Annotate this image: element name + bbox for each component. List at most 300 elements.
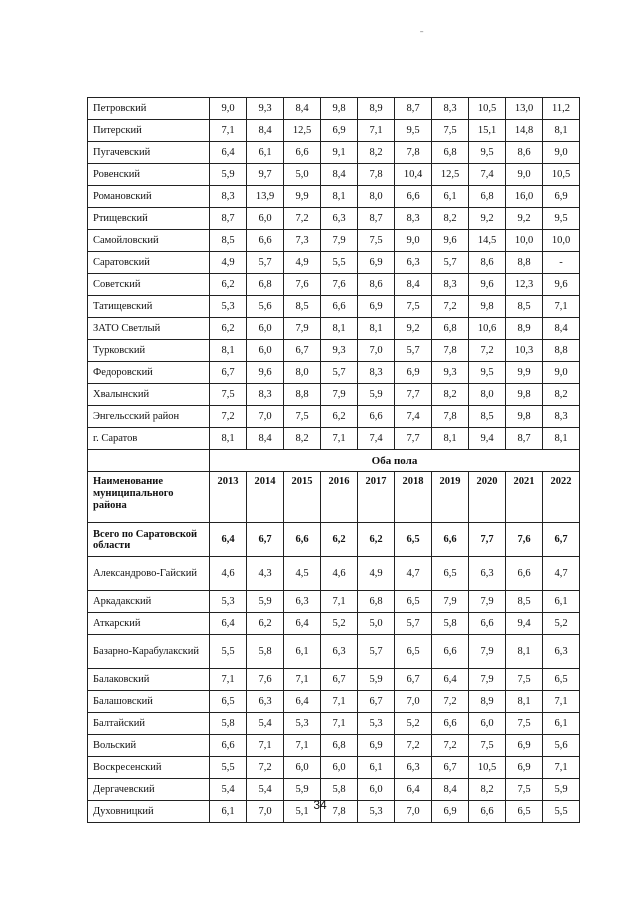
table-row [88, 406, 580, 428]
district-name: Вольский [88, 735, 210, 757]
value-cell: 12,5 [432, 164, 469, 186]
value-cell: 6,3 [284, 591, 321, 613]
value-cell: 8,7 [395, 98, 432, 120]
table-row [88, 120, 580, 142]
section-empty-cell [88, 450, 210, 472]
value-cell: 8,9 [358, 98, 395, 120]
value-cell: 9,8 [506, 406, 543, 428]
value-cell: 5,7 [432, 252, 469, 274]
table-row [88, 142, 580, 164]
value-cell: 5,8 [247, 635, 284, 669]
value-cell: 8,2 [469, 779, 506, 801]
value-cell: 6,3 [469, 557, 506, 591]
year-header: 2021 [506, 472, 543, 523]
value-cell: 12,3 [506, 274, 543, 296]
value-cell: 9,0 [543, 142, 580, 164]
table-row [88, 274, 580, 296]
value-cell: 6,6 [469, 801, 506, 823]
value-cell: 5,7 [395, 613, 432, 635]
value-cell: 7,9 [469, 669, 506, 691]
value-cell: 7,1 [321, 591, 358, 613]
value-cell: 7,0 [395, 691, 432, 713]
value-cell: 5,2 [321, 613, 358, 635]
value-cell: 4,9 [284, 252, 321, 274]
value-cell: 7,9 [469, 591, 506, 613]
value-cell: 6,2 [210, 318, 247, 340]
value-cell: 7,9 [284, 318, 321, 340]
value-cell: 6,2 [247, 613, 284, 635]
total-value-cell: 6,5 [395, 523, 432, 557]
table-row [88, 230, 580, 252]
value-cell: 7,6 [321, 274, 358, 296]
value-cell: 9,0 [506, 164, 543, 186]
value-cell: 5,8 [432, 613, 469, 635]
year-header: 2020 [469, 472, 506, 523]
value-cell: 6,1 [247, 142, 284, 164]
value-cell: 6,0 [469, 713, 506, 735]
value-cell: 5,5 [210, 757, 247, 779]
value-cell: 7,9 [469, 635, 506, 669]
value-cell: 9,3 [321, 340, 358, 362]
district-name: Энгельсский район [88, 406, 210, 428]
value-cell: 6,1 [358, 757, 395, 779]
value-cell: 6,1 [284, 635, 321, 669]
value-cell: 5,4 [247, 779, 284, 801]
total-value-cell: 6,7 [543, 523, 580, 557]
table-row [88, 757, 580, 779]
value-cell: 9,6 [469, 274, 506, 296]
total-label: Всего по Саратовской области [88, 523, 210, 557]
value-cell: 7,5 [210, 384, 247, 406]
value-cell: 8,1 [210, 340, 247, 362]
district-name: Балтайский [88, 713, 210, 735]
value-cell: 8,0 [284, 362, 321, 384]
value-cell: 6,5 [506, 801, 543, 823]
value-cell: 13,9 [247, 186, 284, 208]
value-cell: 5,3 [284, 713, 321, 735]
value-cell: 9,6 [543, 274, 580, 296]
district-name: Пугачевский [88, 142, 210, 164]
table-row [88, 252, 580, 274]
value-cell: 6,4 [284, 691, 321, 713]
value-cell: 5,3 [210, 591, 247, 613]
value-cell: 14,5 [469, 230, 506, 252]
value-cell: 7,5 [506, 669, 543, 691]
value-cell: 9,8 [506, 384, 543, 406]
value-cell: 9,5 [395, 120, 432, 142]
value-cell: 6,3 [395, 252, 432, 274]
value-cell: 7,9 [432, 591, 469, 613]
value-cell: 7,1 [210, 120, 247, 142]
value-cell: 4,7 [395, 557, 432, 591]
value-cell: 8,6 [506, 142, 543, 164]
year-header: 2019 [432, 472, 469, 523]
district-name: Хвалынский [88, 384, 210, 406]
value-cell: 6,9 [506, 735, 543, 757]
value-cell: 7,1 [543, 691, 580, 713]
value-cell: 6,5 [395, 591, 432, 613]
value-cell: 5,9 [543, 779, 580, 801]
value-cell: 7,8 [358, 164, 395, 186]
value-cell: 6,0 [247, 208, 284, 230]
section-header-row [88, 450, 580, 472]
table-row [88, 340, 580, 362]
value-cell: 12,5 [284, 120, 321, 142]
total-row [88, 523, 580, 557]
value-cell: 8,1 [543, 428, 580, 450]
value-cell: 8,5 [284, 296, 321, 318]
value-cell: 8,4 [432, 779, 469, 801]
value-cell: 7,2 [210, 406, 247, 428]
value-cell: 6,9 [543, 186, 580, 208]
value-cell: 5,1 [284, 801, 321, 823]
value-cell: 5,0 [284, 164, 321, 186]
value-cell: 5,7 [247, 252, 284, 274]
value-cell: 7,2 [432, 296, 469, 318]
value-cell: 5,9 [247, 591, 284, 613]
value-cell: 6,3 [321, 208, 358, 230]
value-cell: 7,8 [432, 406, 469, 428]
value-cell: 6,9 [506, 757, 543, 779]
value-cell: 7,6 [284, 274, 321, 296]
table-row [88, 613, 580, 635]
value-cell: 7,2 [432, 735, 469, 757]
value-cell: 5,4 [210, 779, 247, 801]
value-cell: 8,1 [543, 120, 580, 142]
district-name: Самойловский [88, 230, 210, 252]
value-cell: 7,4 [358, 428, 395, 450]
value-cell: 6,8 [469, 186, 506, 208]
value-cell: 8,7 [210, 208, 247, 230]
value-cell: 9,5 [469, 362, 506, 384]
value-cell: 8,1 [506, 691, 543, 713]
value-cell: 8,9 [469, 691, 506, 713]
value-cell: 8,3 [210, 186, 247, 208]
value-cell: 5,3 [358, 801, 395, 823]
value-cell: 5,0 [358, 613, 395, 635]
value-cell: 9,8 [469, 296, 506, 318]
value-cell: 6,0 [358, 779, 395, 801]
header-name-label: Наименование муниципального района [88, 472, 210, 523]
total-value-cell: 6,6 [432, 523, 469, 557]
value-cell: 7,1 [321, 691, 358, 713]
value-cell: 7,5 [358, 230, 395, 252]
value-cell: 6,7 [395, 669, 432, 691]
value-cell: 6,1 [432, 186, 469, 208]
value-cell: 6,5 [210, 691, 247, 713]
value-cell: 8,3 [543, 406, 580, 428]
value-cell: 6,0 [247, 340, 284, 362]
value-cell: 7,9 [321, 230, 358, 252]
value-cell: 9,4 [469, 428, 506, 450]
value-cell: 7,2 [469, 340, 506, 362]
value-cell: 7,8 [432, 340, 469, 362]
value-cell: 8,8 [284, 384, 321, 406]
table-row [88, 713, 580, 735]
district-name: Аткарский [88, 613, 210, 635]
district-name: Ртищевский [88, 208, 210, 230]
value-cell: 7,5 [469, 735, 506, 757]
value-cell: 10,3 [506, 340, 543, 362]
value-cell: 6,0 [247, 318, 284, 340]
value-cell: 5,8 [321, 779, 358, 801]
value-cell: 5,7 [321, 362, 358, 384]
value-cell: 14,8 [506, 120, 543, 142]
value-cell: 5,9 [358, 384, 395, 406]
value-cell: 10,0 [506, 230, 543, 252]
value-cell: 6,0 [321, 757, 358, 779]
value-cell: 9,6 [432, 230, 469, 252]
value-cell: - [543, 252, 580, 274]
value-cell: 5,9 [358, 669, 395, 691]
total-value-cell: 6,4 [210, 523, 247, 557]
value-cell: 8,2 [284, 428, 321, 450]
value-cell: 6,9 [321, 120, 358, 142]
value-cell: 7,3 [284, 230, 321, 252]
table-row [88, 98, 580, 120]
value-cell: 6,1 [210, 801, 247, 823]
district-name: Турковский [88, 340, 210, 362]
value-cell: 7,4 [469, 164, 506, 186]
district-name: Федоровский [88, 362, 210, 384]
value-cell: 8,4 [247, 120, 284, 142]
value-cell: 6,8 [247, 274, 284, 296]
value-cell: 9,2 [395, 318, 432, 340]
value-cell: 8,0 [358, 186, 395, 208]
value-cell: 6,3 [395, 757, 432, 779]
table-top-section [88, 98, 580, 450]
value-cell: 7,0 [395, 801, 432, 823]
value-cell: 9,0 [543, 362, 580, 384]
value-cell: 8,4 [247, 428, 284, 450]
value-cell: 6,5 [543, 669, 580, 691]
value-cell: 7,5 [506, 713, 543, 735]
value-cell: 8,0 [469, 384, 506, 406]
year-header: 2015 [284, 472, 321, 523]
value-cell: 5,2 [395, 713, 432, 735]
value-cell: 9,0 [210, 98, 247, 120]
table-row [88, 691, 580, 713]
table-row [88, 296, 580, 318]
value-cell: 7,5 [284, 406, 321, 428]
table-row [88, 591, 580, 613]
value-cell: 8,2 [432, 384, 469, 406]
value-cell: 10,6 [469, 318, 506, 340]
value-cell: 9,5 [469, 142, 506, 164]
district-name: Татищевский [88, 296, 210, 318]
district-name: Балашовский [88, 691, 210, 713]
value-cell: 7,5 [432, 120, 469, 142]
value-cell: 6,0 [284, 757, 321, 779]
value-cell: 6,6 [432, 635, 469, 669]
value-cell: 10,5 [469, 98, 506, 120]
value-cell: 6,9 [358, 252, 395, 274]
table-row [88, 186, 580, 208]
value-cell: 7,2 [432, 691, 469, 713]
value-cell: 4,9 [358, 557, 395, 591]
district-name: Ровенский [88, 164, 210, 186]
value-cell: 6,6 [247, 230, 284, 252]
value-cell: 7,4 [395, 406, 432, 428]
value-cell: 6,6 [395, 186, 432, 208]
value-cell: 5,9 [210, 164, 247, 186]
district-name: Питерский [88, 120, 210, 142]
value-cell: 4,5 [284, 557, 321, 591]
value-cell: 8,4 [284, 98, 321, 120]
value-cell: 9,3 [247, 98, 284, 120]
value-cell: 6,6 [469, 613, 506, 635]
table-row [88, 318, 580, 340]
table-row [88, 384, 580, 406]
value-cell: 8,8 [506, 252, 543, 274]
value-cell: 6,3 [321, 635, 358, 669]
value-cell: 9,9 [506, 362, 543, 384]
value-cell: 7,5 [506, 779, 543, 801]
value-cell: 6,7 [284, 340, 321, 362]
value-cell: 6,8 [358, 591, 395, 613]
value-cell: 6,8 [432, 142, 469, 164]
value-cell: 6,1 [543, 591, 580, 613]
district-name: Духовницкий [88, 801, 210, 823]
value-cell: 9,6 [247, 362, 284, 384]
value-cell: 8,3 [247, 384, 284, 406]
value-cell: 8,2 [543, 384, 580, 406]
value-cell: 8,5 [469, 406, 506, 428]
value-cell: 8,1 [432, 428, 469, 450]
section-title: Оба пола [210, 450, 580, 472]
year-header: 2013 [210, 472, 247, 523]
table-bottom-section [88, 557, 580, 823]
value-cell: 7,7 [395, 384, 432, 406]
value-cell: 6,7 [321, 669, 358, 691]
column-header-row [88, 472, 580, 523]
value-cell: 8,2 [358, 142, 395, 164]
statistics-table [87, 97, 580, 823]
value-cell: 5,6 [543, 735, 580, 757]
year-header: 2017 [358, 472, 395, 523]
value-cell: 7,0 [247, 801, 284, 823]
value-cell: 7,7 [395, 428, 432, 450]
value-cell: 5,3 [210, 296, 247, 318]
value-cell: 13,0 [506, 98, 543, 120]
district-name: г. Саратов [88, 428, 210, 450]
value-cell: 8,3 [432, 98, 469, 120]
value-cell: 4,6 [321, 557, 358, 591]
district-name: Базарно-Карабулакский [88, 635, 210, 669]
value-cell: 5,2 [543, 613, 580, 635]
value-cell: 6,3 [543, 635, 580, 669]
value-cell: 9,8 [321, 98, 358, 120]
district-name: Романовский [88, 186, 210, 208]
value-cell: 9,0 [395, 230, 432, 252]
value-cell: 8,3 [395, 208, 432, 230]
table-row [88, 635, 580, 669]
district-name: Советский [88, 274, 210, 296]
value-cell: 6,1 [543, 713, 580, 735]
value-cell: 6,7 [432, 757, 469, 779]
value-cell: 15,1 [469, 120, 506, 142]
value-cell: 5,6 [247, 296, 284, 318]
value-cell: 7,8 [321, 801, 358, 823]
value-cell: 6,6 [506, 557, 543, 591]
value-cell: 7,1 [284, 735, 321, 757]
district-name: Воскресенский [88, 757, 210, 779]
value-cell: 8,4 [321, 164, 358, 186]
total-value-cell: 7,6 [506, 523, 543, 557]
district-name: Петровский [88, 98, 210, 120]
value-cell: 10,0 [543, 230, 580, 252]
value-cell: 6,4 [210, 142, 247, 164]
value-cell: 6,6 [210, 735, 247, 757]
total-value-cell: 6,7 [247, 523, 284, 557]
value-cell: 9,4 [506, 613, 543, 635]
value-cell: 6,6 [284, 142, 321, 164]
value-cell: 7,5 [395, 296, 432, 318]
value-cell: 6,7 [210, 362, 247, 384]
value-cell: 6,9 [395, 362, 432, 384]
value-cell: 8,1 [210, 428, 247, 450]
value-cell: 7,1 [247, 735, 284, 757]
value-cell: 7,6 [247, 669, 284, 691]
value-cell: 5,7 [358, 635, 395, 669]
table-row [88, 208, 580, 230]
value-cell: 6,6 [432, 713, 469, 735]
district-name: Саратовский [88, 252, 210, 274]
value-cell: 7,1 [358, 120, 395, 142]
value-cell: 6,4 [284, 613, 321, 635]
value-cell: 4,3 [247, 557, 284, 591]
value-cell: 7,1 [284, 669, 321, 691]
value-cell: 5,4 [247, 713, 284, 735]
value-cell: 6,2 [321, 406, 358, 428]
value-cell: 7,2 [395, 735, 432, 757]
value-cell: 7,1 [321, 713, 358, 735]
value-cell: 6,4 [432, 669, 469, 691]
value-cell: 8,4 [543, 318, 580, 340]
value-cell: 8,7 [506, 428, 543, 450]
value-cell: 10,5 [469, 757, 506, 779]
value-cell: 16,0 [506, 186, 543, 208]
value-cell: 10,5 [543, 164, 580, 186]
value-cell: 9,9 [284, 186, 321, 208]
district-name: ЗАТО Светлый [88, 318, 210, 340]
total-value-cell: 7,7 [469, 523, 506, 557]
value-cell: 6,9 [358, 735, 395, 757]
table-row [88, 428, 580, 450]
value-cell: 8,3 [432, 274, 469, 296]
value-cell: 7,1 [543, 757, 580, 779]
value-cell: 8,1 [321, 186, 358, 208]
table-row [88, 735, 580, 757]
value-cell: 8,9 [506, 318, 543, 340]
value-cell: 6,5 [395, 635, 432, 669]
year-header: 2018 [395, 472, 432, 523]
value-cell: 8,1 [358, 318, 395, 340]
table-row [88, 362, 580, 384]
table-row [88, 164, 580, 186]
value-cell: 9,7 [247, 164, 284, 186]
value-cell: 7,0 [358, 340, 395, 362]
value-cell: 6,6 [358, 406, 395, 428]
value-cell: 6,5 [432, 557, 469, 591]
value-cell: 8,6 [469, 252, 506, 274]
year-header: 2014 [247, 472, 284, 523]
year-header: 2022 [543, 472, 580, 523]
value-cell: 6,4 [210, 613, 247, 635]
value-cell: 7,2 [247, 757, 284, 779]
value-cell: 4,9 [210, 252, 247, 274]
value-cell: 9,2 [469, 208, 506, 230]
